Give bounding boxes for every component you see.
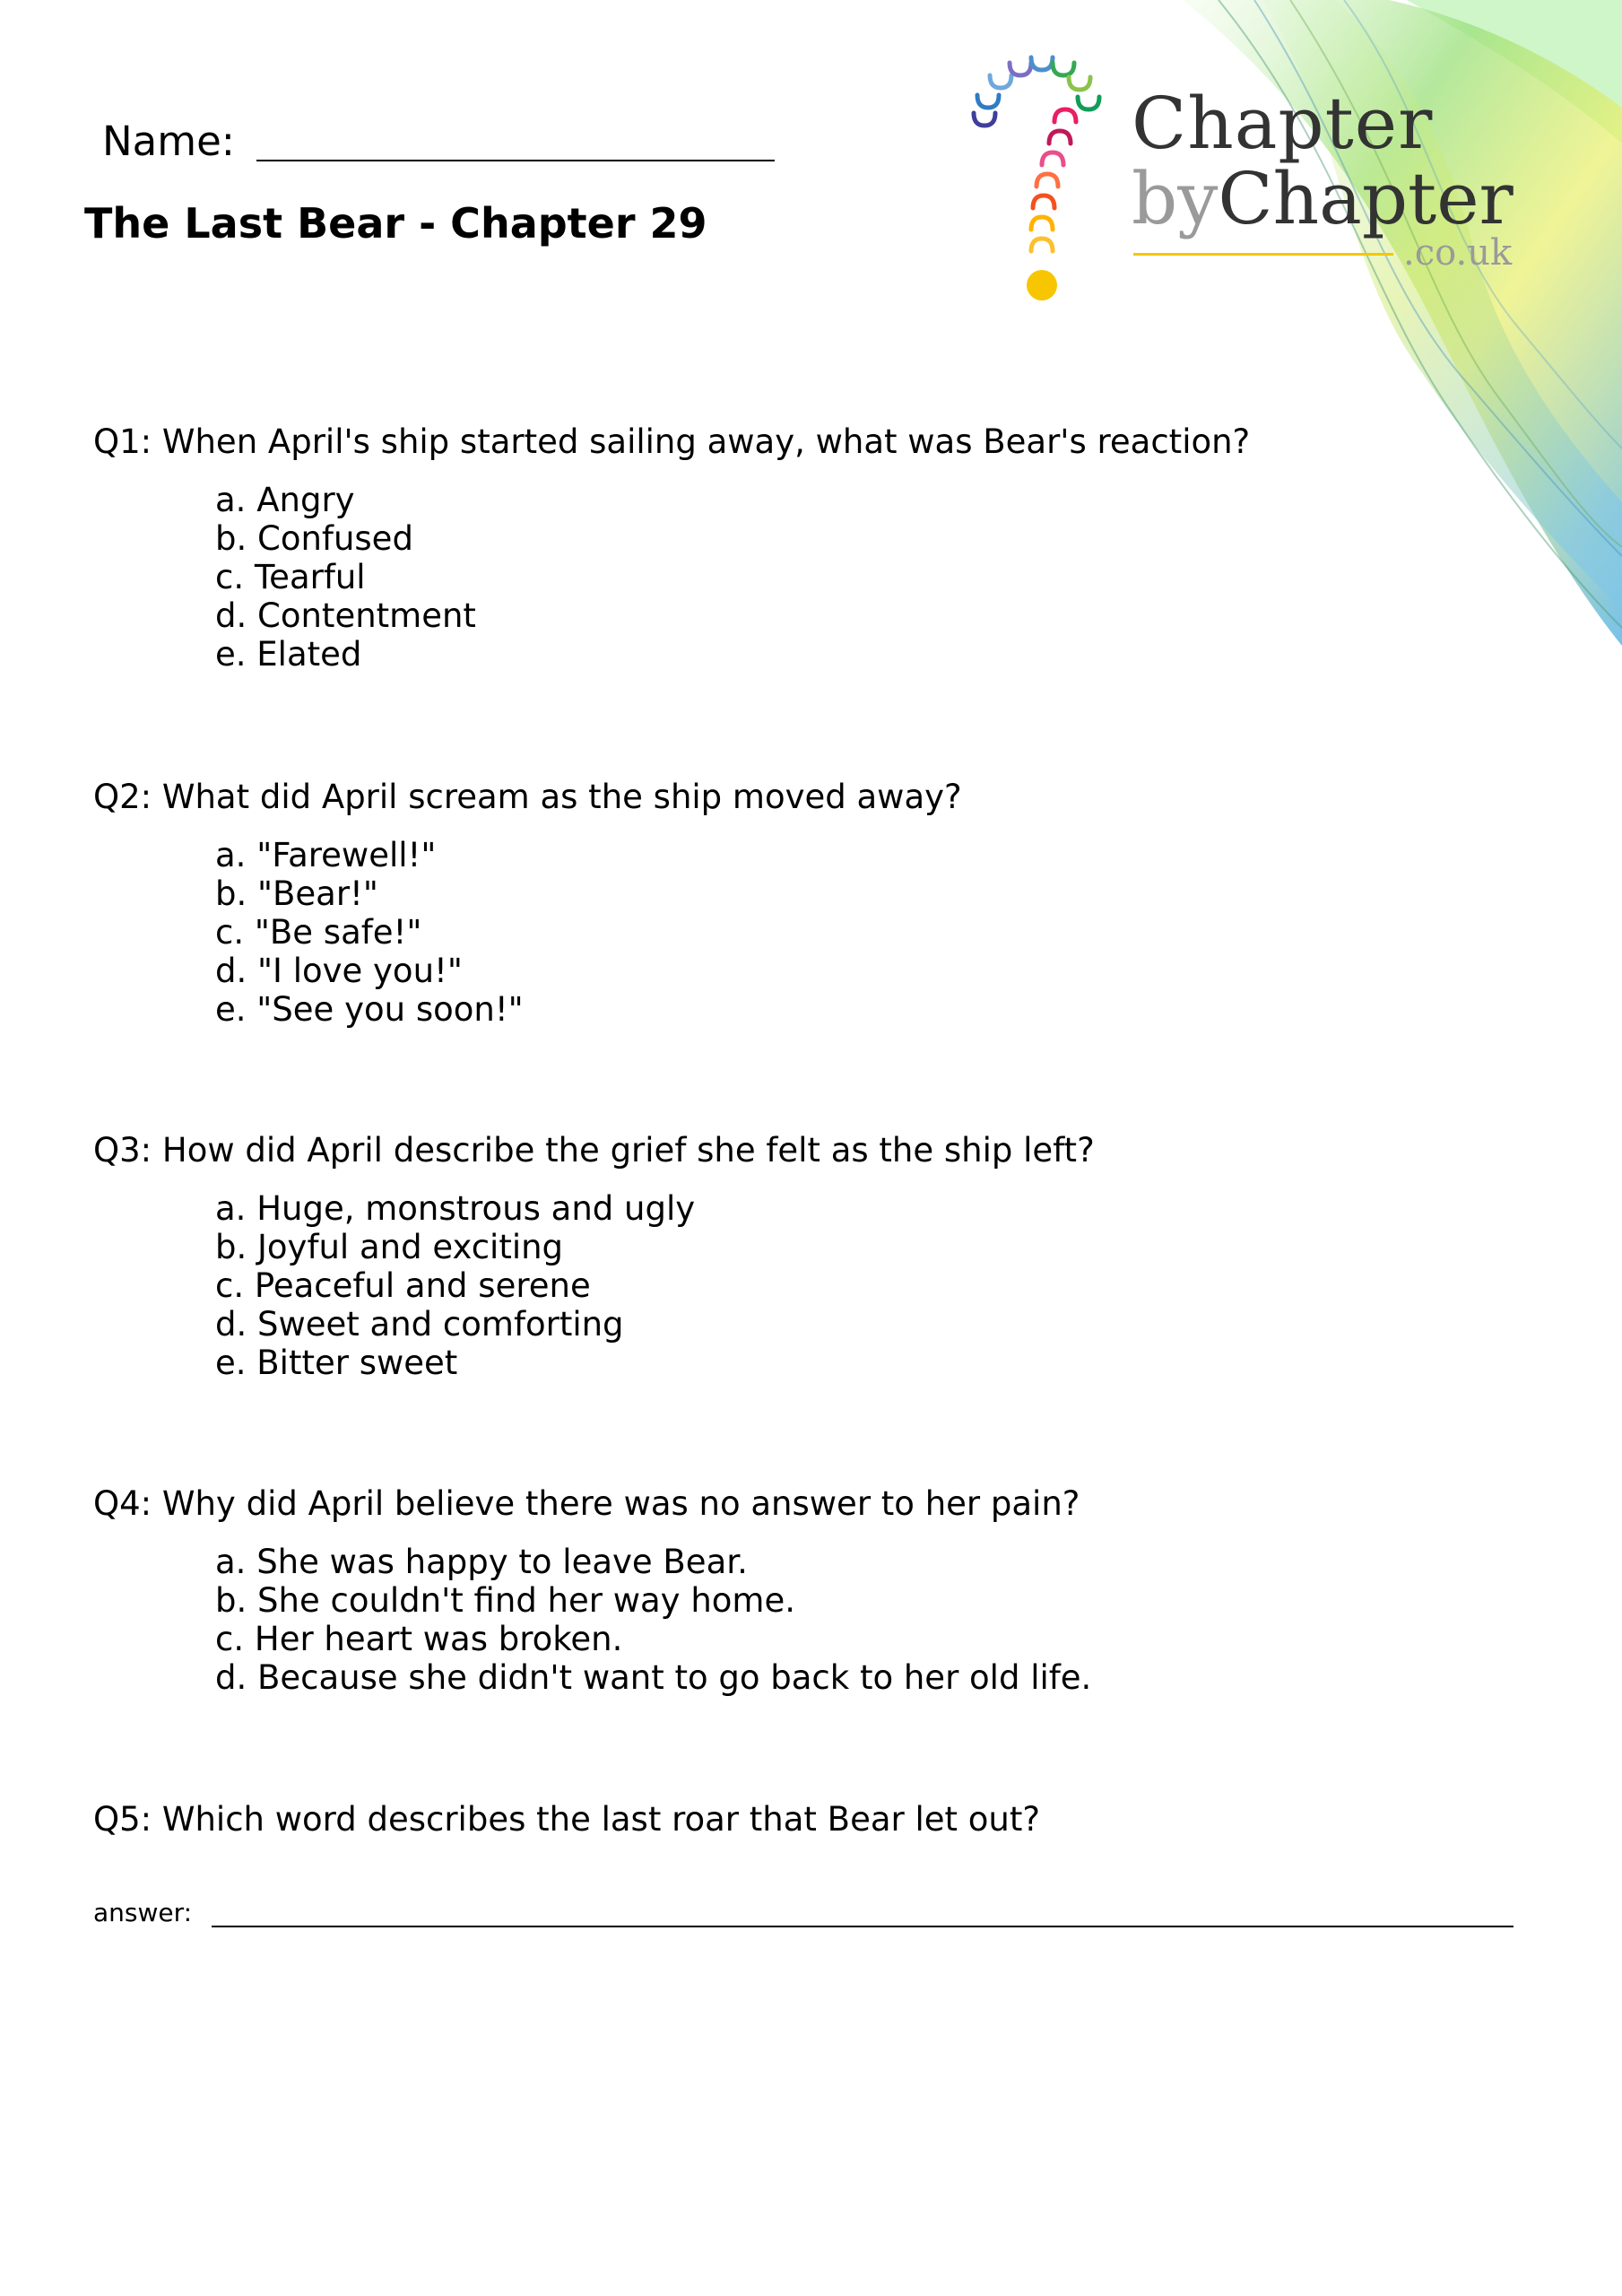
- question-4-option-d[interactable]: d. Because she didn't want to go back to her old life.: [215, 1658, 1092, 1697]
- logo-domain-suffix: .co.uk: [1403, 232, 1513, 274]
- question-3-options: [215, 1189, 695, 1382]
- question-3-prompt: Q3: How did April describe the grief she felt as the ship left?: [93, 1131, 1095, 1170]
- question-4-option-a[interactable]: a. She was happy to leave Bear.: [215, 1543, 748, 1581]
- logo-wordmark-chapter: Chapter: [1218, 157, 1514, 240]
- question-1-option-a[interactable]: a. Angry: [215, 481, 355, 519]
- question-2-option-c[interactable]: c. "Be safe!": [215, 913, 422, 952]
- question-2-option-e[interactable]: e. "See you soon!": [215, 990, 524, 1029]
- question-2-prompt: Q2: What did April scream as the ship moved away?: [93, 778, 962, 816]
- answer-blank-line[interactable]: [212, 1900, 1514, 1927]
- logo-question-mark-icon: [958, 50, 1128, 312]
- logo-underline: [1133, 253, 1393, 256]
- question-3-option-e[interactable]: e. Bitter sweet: [215, 1344, 458, 1382]
- question-1-option-b[interactable]: b. Confused: [215, 519, 413, 558]
- question-4-options: [215, 1543, 1091, 1697]
- question-3-option-a[interactable]: a. Huge, monstrous and ugly: [215, 1189, 696, 1228]
- question-2-option-d[interactable]: d. "I love you!": [215, 952, 463, 990]
- question-2-option-a[interactable]: a. "Farewell!": [215, 836, 437, 874]
- question-3-option-d[interactable]: d. Sweet and comforting: [215, 1305, 624, 1344]
- name-blank-line[interactable]: [256, 118, 775, 161]
- worksheet-title: The Last Bear - Chapter 29: [84, 199, 707, 248]
- question-1-options: [215, 481, 476, 674]
- question-1-option-d[interactable]: d. Contentment: [215, 596, 476, 635]
- question-3-option-b[interactable]: b. Joyful and exciting: [215, 1228, 564, 1266]
- name-label: Name:: [102, 117, 235, 165]
- answer-label: answer:: [93, 1898, 193, 1927]
- question-4-option-b[interactable]: b. She couldn't find her way home.: [215, 1581, 795, 1620]
- question-3-option-c[interactable]: c. Peaceful and serene: [215, 1266, 591, 1305]
- logo-wordmark-line1: Chapter: [1132, 82, 1434, 165]
- question-4-option-c[interactable]: c. Her heart was broken.: [215, 1620, 623, 1658]
- answer-field[interactable]: [93, 1898, 1514, 1927]
- name-field[interactable]: [102, 117, 775, 165]
- question-1-option-c[interactable]: c. Tearful: [215, 558, 366, 596]
- logo-wordmark-line2: [1132, 157, 1514, 240]
- question-1-option-e[interactable]: e. Elated: [215, 635, 362, 674]
- question-5-prompt: Q5: Which word describes the last roar that Bear let out?: [93, 1800, 1041, 1839]
- question-4-prompt: Q4: Why did April believe there was no answer to her pain?: [93, 1484, 1080, 1523]
- question-2-option-b[interactable]: b. "Bear!": [215, 874, 378, 913]
- question-1-prompt: Q1: When April's ship started sailing away, what was Bear's reaction?: [93, 422, 1251, 461]
- logo-wordmark-by: by: [1132, 157, 1219, 240]
- question-2-options: [215, 836, 524, 1029]
